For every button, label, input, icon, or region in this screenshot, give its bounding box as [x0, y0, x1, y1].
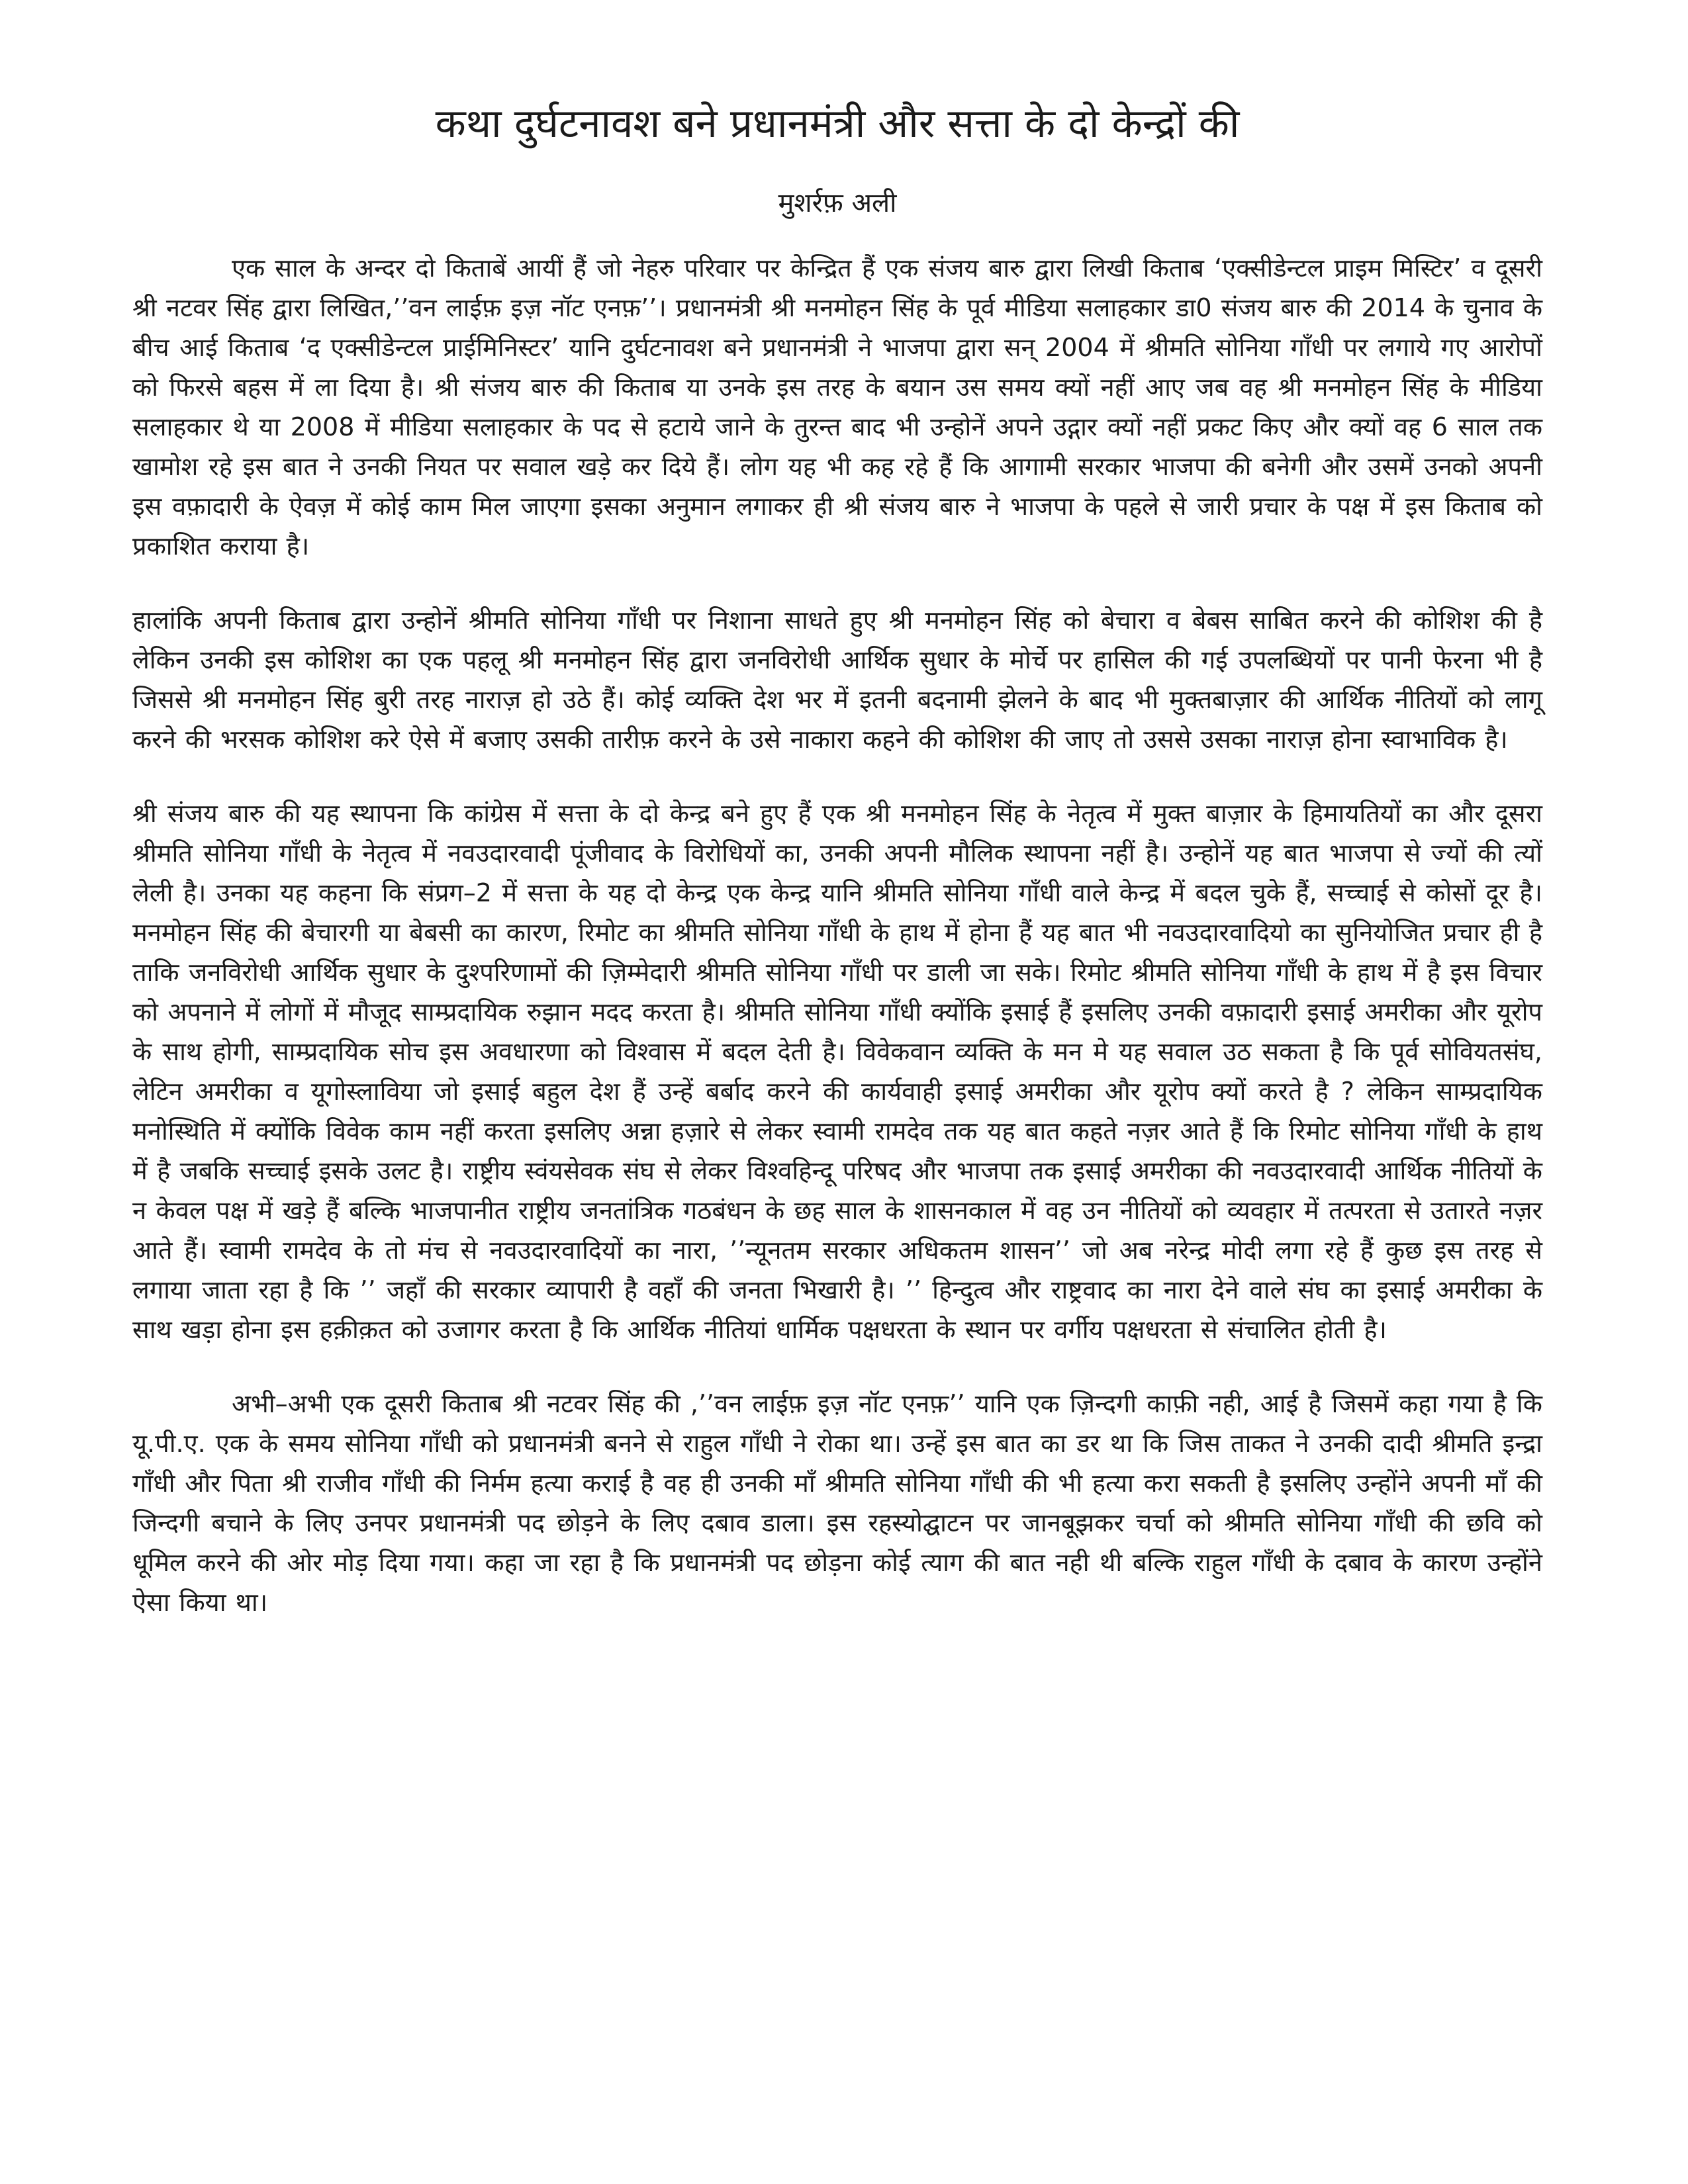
document-page [132, 99, 1542, 1657]
paragraph-4: अभी–अभी एक दूसरी किताब श्री नटवर सिंह की ,’’वन लाईफ़ इज़ नॉट एनफ़’’ यानि एक ज़िन्दगी काफ़ी नही, आई है जिसमें कहा गया है कि यू.पी.ए. एक के समय सोनिया गाँधी को प्रधानमंत्री बनने से राहुल गाँधी ने रोका था। उन्हें इस बात का डर था कि जिस ताकत ने उनकी दादी श्रीमति इन्द्रा गाँधी और पिता श्री राजीव गाँधी की निर्मम हत्या कराई है वह ही उनकी माँ श्रीमति सोनिया गाँधी की भी हत्या करा सकती है इसलिए उन्होंने अपनी माँ की जिन्दगी बचाने के लिए उनपर प्रधानमंत्री पद छोड़ने के लिए दबाव डाला। इस रहस्योद्घाटन पर जानबूझकर चर्चा को श्रीमति सोनिया गाँधी की छवि को धूमिल करने की ओर मोड़ दिया गया। कहा जा रहा है कि प्रधानमंत्री पद छोड़ना कोई त्याग की बात नही थी बल्कि राहुल गाँधी के दबाव के कारण उन्होंने ऐसा किया था। [132, 1389, 1542, 1617]
author-name: मुशर्रफ़ अली [778, 188, 897, 218]
paragraph-1: एक साल के अन्दर दो किताबें आयीं हैं जो नेहरु परिवार पर केन्द्रित हैं एक संजय बारु द्वारा लिखी किताब ‘एक्सीडेन्टल प्राइम मिस्टिर’ व दूसरी श्री नटवर सिंह द्वारा लिखित,’’वन लाईफ़ इज़ नॉट एनफ़’’। प्रधानमंत्री श्री मनमोहन सिंह के पूर्व मीडिया सलाहकार डा0 संजय बारु की 2014 के चुनाव के बीच आई किताब ‘द एक्सीडेन्टल प्राईमिनिस्टर’ यानि दुर्घटनावश बने प्रधानमंत्री ने भाजपा द्वारा सन् 2004 में श्रीमति सोनिया गाँधी पर लगाये गए आरोपों को फिरसे बहस में ला दिया है। श्री संजय बारु की किताब या उनके इस तरह के बयान उस समय क्यों नहीं आए जब वह श्री मनमोहन सिंह के मीडिया सलाहकार थे या 2008 में मीडिया सलाहकार के पद से हटाये जाने के तुरन्त बाद भी उन्होनें अपने उद्गार क्यों नहीं प्रकट किए और क्यों वह 6 साल तक खामोश रहे इस बात ने उनकी नियत पर सवाल खड़े कर दिये हैं। लोग यह भी कह रहे हैं कि आगामी सरकार भाजपा की बनेगी और उसमें उनको अपनी इस वफ़ादारी के ऐवज़ में कोई काम मिल जाएगा इसका अनुमान लगाकर ही श्री संजय बारु ने भाजपा के पहले से जारी प्रचार के पक्ष में इस किताब को प्रकाशित कराया है। [132, 253, 1542, 561]
paragraph-3: श्री संजय बारु की यह स्थापना कि कांग्रेस में सत्ता के दो केन्द्र बने हुए हैं एक श्री मनमोहन सिंह के नेतृत्व में मुक्त बाज़ार के हिमायतियों का और दूसरा श्रीमति सोनिया गाँधी के नेतृत्व में नवउदारवादी पूंजीवाद के विरोधियों का, उनकी अपनी मौलिक स्थापना नहीं है। उन्होनें यह बात भाजपा से ज्यों की त्यों लेली है। उनका यह कहना कि संप्रग–2 में सत्ता के यह दो केन्द्र एक केन्द्र यानि श्रीमति सोनिया गाँधी वाले केन्द्र में बदल चुके हैं, सच्चाई से कोसों दूर है। मनमोहन सिंह की बेचारगी या बेबसी का कारण, रिमोट का श्रीमति सोनिया गाँधी के हाथ में होना हैं यह बात भी नवउदारवादियो का सुनियोजित प्रचार ही है ताकि जनविरोधी आर्थिक सुधार के दुश्परिणामों की ज़िम्मेदारी श्रीमति सोनिया गाँधी पर डाली जा सके। रिमोट श्रीमति सोनिया गाँधी के हाथ में है इस विचार को अपनाने में लोगों में मौजूद साम्प्रदायिक रुझान मदद करता है। श्रीमति सोनिया गाँधी क्योंकि इसाई हैं इसलिए उनकी वफ़ादारी इसाई अमरीका और यूरोप के साथ होगी, साम्प्रदायिक सोच इस अवधारणा को विश्वास में बदल देती है। विवेकवान व्यक्ति के मन मे यह सवाल उठ सकता है कि पूर्व सोवियतसंघ, लेटिन अमरीका व यूगोस्लाविया जो इसाई बहुल देश हैं उन्हें बर्बाद करने की कार्यवाही इसाई अमरीका और यूरोप क्यों करते है ? लेकिन साम्प्रदायिक मनोस्थिति में क्योंकि विवेक काम नहीं करता इसलिए अन्ना हज़ारे से लेकर स्वामी रामदेव तक यह बात कहते नज़र आते हैं कि रिमोट सोनिया गाँधी के हाथ में है जबकि सच्चाई इसके उलट है। राष्ट्रीय स्वंयसेवक संघ से लेकर विश्वहिन्दू परिषद और भाजपा तक इसाई अमरीका की नवउदारवादी आर्थिक नीतियों के न केवल पक्ष में खड़े हैं बल्कि भाजपानीत राष्ट्रीय जनतांत्रिक गठबंधन के छह साल के शासनकाल में वह उन नीतियों को व्यवहार में तत्परता से उतारते नज़र आते हैं। स्वामी रामदेव के तो मंच से नवउदारवादियों का नारा, ’’न्यूनतम सरकार अधिकतम शासन’’ जो अब नरेन्द्र मोदी लगा रहे हैं कुछ इस तरह से लगाया जाता रहा है कि ’’ जहाँ की सरकार व्यापारी है वहाँ की जनता भिखारी है। ’’ हिन्दुत्व और राष्ट्रवाद का नारा देने वाले संघ का इसाई अमरीका के साथ खड़ा होना इस हक़ीक़त को उजागर करता है कि आर्थिक नीतियां धार्मिक पक्षधरता के स्थान पर वर्गीय पक्षधरता से संचालित होती है। [132, 799, 1542, 1344]
page-title: कथा दुर्घटनावश बने प्रधानमंत्री और सत्ता के दो केन्द्रों की [435, 101, 1240, 147]
paragraph-2: हालांकि अपनी किताब द्वारा उन्होनें श्रीमति सोनिया गाँधी पर निशाना साधते हुए श्री मनमोहन सिंह को बेचारा व बेबस साबित करने की कोशिश की है लेकिन उनकी इस कोशिश का एक पहलू श्री मनमोहन सिंह द्वारा जनविरोधी आर्थिक सुधार के मोर्चे पर हासिल की गई उपलब्धियों पर पानी फेरना भी है जिससे श्री मनमोहन सिंह बुरी तरह नाराज़ हो उठे हैं। कोई व्यक्ति देश भर में इतनी बदनामी झेलने के बाद भी मुक्तबाज़ार की आर्थिक नीतियों को लागू करने की भरसक कोशिश करे ऐसे में बजाए उसकी तारीफ़ करने के उसे नाकारा कहने की कोशिश की जाए तो उससे उसका नाराज़ होना स्वाभाविक है। [132, 606, 1542, 754]
